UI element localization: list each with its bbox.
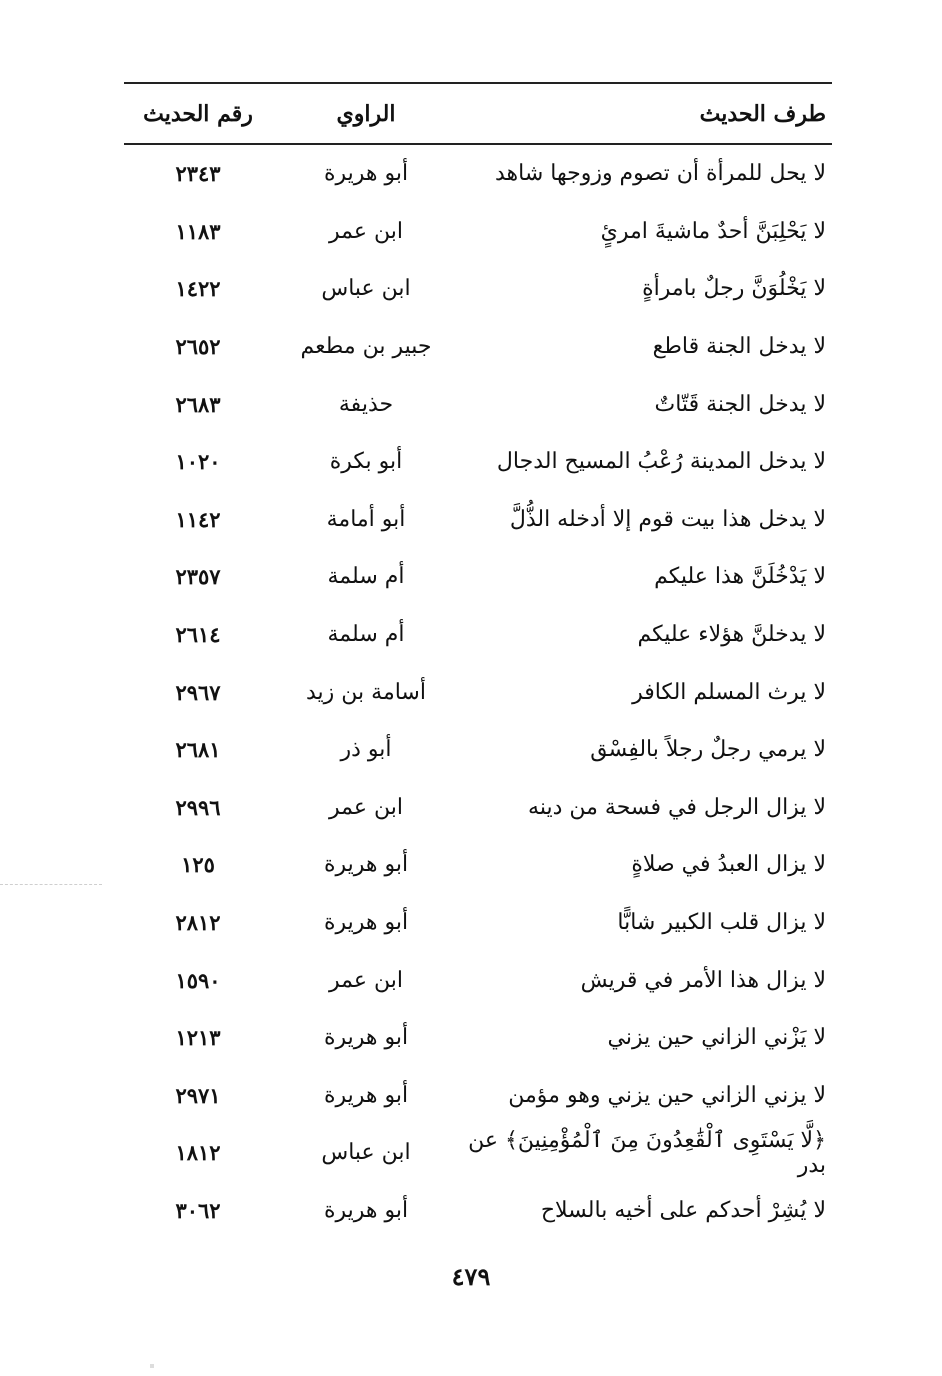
header-narrator: الراوي: [336, 101, 396, 127]
table-row: [124, 1182, 832, 1240]
hadith-number: ٢٦٥٢: [175, 334, 221, 360]
hadith-text: لا يدخل المدينة رُعْبُ المسيح الدجال: [496, 449, 826, 475]
header-hadith-text: طرف الحديث: [699, 101, 826, 127]
hadith-text: لا يدخلنَّ هؤلاء عليكم: [637, 622, 826, 648]
hadith-text: لا يَخْلُوَنَّ رجلٌ بامرأةٍ: [642, 276, 826, 302]
hadith-number: ٢٩٩٦: [175, 794, 221, 820]
hadith-text: لا يَدْخُلَنَّ هذا عليكم: [654, 564, 826, 590]
table-row: [124, 836, 832, 894]
narrator: ابن عمر: [329, 794, 403, 820]
hadith-text: لا يرمي رجلٌ رجلاً بالفِسْق: [590, 737, 826, 763]
scan-speck: [150, 1364, 154, 1368]
hadith-text: لا يدخل هذا بيت قوم إلا أدخله الذُّلَّ: [509, 506, 826, 532]
narrator: أم سلمة: [327, 622, 405, 648]
table-row: [124, 721, 832, 779]
hadith-text: لا يزال هذا الأمر في قريش: [580, 967, 826, 993]
hadith-text: لا يَزْني الزاني حين يزني: [607, 1025, 826, 1051]
hadith-number: ٢٦١٤: [175, 622, 221, 648]
hadith-text: لا يَحْلِبَنَّ أحدٌ ماشيةَ امرئٍ: [600, 218, 826, 244]
hadith-number: ٢٣٤٣: [175, 161, 221, 187]
hadith-number: ١٨١٢: [175, 1140, 221, 1166]
table-row: [124, 894, 832, 952]
narrator: ابن عباس: [321, 276, 411, 302]
hadith-number: ١٤٢٢: [175, 276, 221, 302]
table-row: [124, 1067, 832, 1125]
narrator: ابن عباس: [321, 1140, 411, 1166]
hadith-text: لا يُشِرْ أحدكم على أخيه بالسلاح: [540, 1197, 826, 1223]
hadith-text: لا يدخل الجنة قَتّاتٌ: [654, 391, 826, 417]
narrator: أبو ذر: [340, 737, 392, 763]
narrator: أبو أمامة: [326, 506, 406, 532]
table-row: [124, 491, 832, 549]
hadith-text: لا يزني الزاني حين يزني وهو مؤمن: [508, 1082, 826, 1108]
table-row: [124, 260, 832, 318]
table-row: [124, 145, 832, 203]
hadith-text: ﴿لَّا يَسْتَوِى ٱلْقَٰعِدُونَ مِنَ ٱلْمُؤْمِنِينَ﴾ عن بدر: [468, 1127, 826, 1178]
hadith-number: ١١٤٢: [175, 506, 221, 532]
hadith-number: ٣٠٦٢: [175, 1197, 221, 1223]
table-row: [124, 1009, 832, 1067]
narrator: أسامة بن زيد: [306, 679, 426, 705]
hadith-number: ٢٣٥٧: [175, 564, 221, 590]
narrator: أبو هريرة: [323, 161, 409, 187]
table-row: [124, 433, 832, 491]
hadith-number: ٢٨١٢: [175, 910, 221, 936]
narrator: أبو هريرة: [323, 1197, 409, 1223]
hadith-number: ٢٩٧١: [175, 1082, 221, 1108]
hadith-number: ٢٦٨٣: [175, 391, 221, 417]
table-row: [124, 606, 832, 664]
table-row: [124, 951, 832, 1009]
top-rule: [124, 82, 832, 84]
hadith-text: لا يزال الرجل في فسحة من دينه: [528, 794, 826, 820]
narrator: ابن عمر: [329, 967, 403, 993]
narrator: أبو هريرة: [323, 852, 409, 878]
narrator: أبو هريرة: [323, 910, 409, 936]
table-row: [124, 1124, 832, 1182]
hadith-number: ١٠٢٠: [175, 449, 221, 475]
hadith-number: ١٢١٣: [175, 1025, 221, 1051]
header-hadith-number: رقم الحديث: [143, 101, 253, 127]
narrator: أبو بكرة: [329, 449, 403, 475]
hadith-text: لا يزال العبدُ في صلاةٍ: [631, 852, 826, 878]
page-number: ٤٧٩: [451, 1262, 491, 1291]
hadith-text: لا يحل للمرأة أن تصوم وزوجها شاهد: [494, 161, 826, 187]
hadith-text: لا يرث المسلم الكافر: [632, 679, 826, 705]
hadith-number: ١١٨٣: [175, 218, 221, 244]
narrator: أم سلمة: [327, 564, 405, 590]
hadith-number: ٢٩٦٧: [175, 679, 221, 705]
hadith-number: ١٥٩٠: [175, 967, 221, 993]
hadith-number: ١٢٥: [181, 852, 215, 878]
table-row: [124, 779, 832, 837]
narrator: ابن عمر: [329, 218, 403, 244]
narrator: حذيفة: [338, 391, 394, 417]
narrator: أبو هريرة: [323, 1025, 409, 1051]
hadith-table: [124, 145, 832, 1239]
table-row: [124, 663, 832, 721]
table-row: [124, 548, 832, 606]
hadith-number: ٢٦٨١: [175, 737, 221, 763]
narrator: جبير بن مطعم: [300, 334, 432, 360]
table-row: [124, 203, 832, 261]
hadith-text: لا يدخل الجنة قاطع: [652, 334, 826, 360]
table-row: [124, 375, 832, 433]
hadith-text: لا يزال قلب الكبير شابًّا: [617, 910, 826, 936]
table-header: [124, 92, 832, 136]
narrator: أبو هريرة: [323, 1082, 409, 1108]
table-row: [124, 318, 832, 376]
margin-mark: [0, 884, 102, 886]
